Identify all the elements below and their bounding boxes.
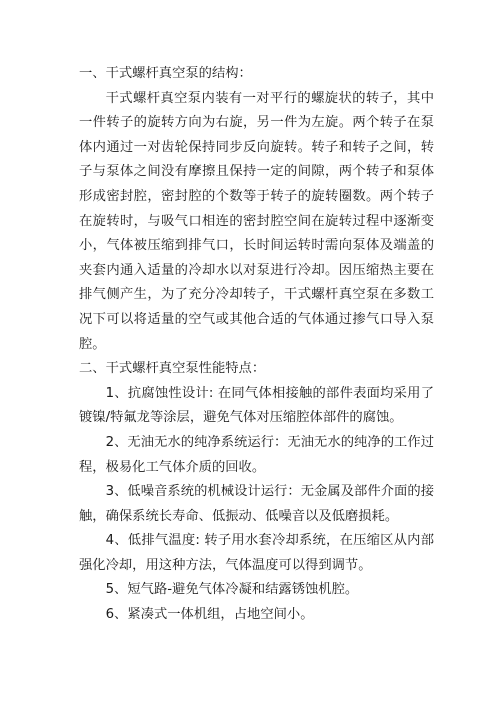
section-heading-structure: 一、干式螺杆真空泵的结构：: [79, 66, 252, 81]
document-body: [79, 62, 434, 628]
feature-item-oil-free: 2、无油无水的纯净系统运行：无油无水的纯净的工作过程，极易化工气体介质的回收。: [79, 434, 434, 475]
section-heading-features: 二、干式螺杆真空泵性能特点：: [79, 361, 266, 377]
feature-item-corrosion: 1、抗腐蚀性设计: 在同气体相接触的部件表面均采用了镀镍/特氟龙等涂层，避免气体对压缩腔体部件的腐蚀。: [79, 385, 434, 426]
feature-item-compact-unit: 6、紧凑式一体机组，占地空间小。: [105, 607, 314, 623]
feature-item-exhaust-temperature: 4、低排气温度: 转子用水套冷却系统，在压缩区从内部强化冷却，用这种方法，气体温度可以得到调节。: [79, 533, 434, 573]
structure-paragraph: 干式螺杆真空泵内装有一对平行的螺旋状的转子，其中一件转子的旋转方向为右旋，另一件为左旋。两个转子在泵体内通过一对齿轮保持同步反向旋转。转子和转子之间，转子与泵体之间没有摩擦且保持一定的间隙，两个转子和泵体形成密封腔，密封腔的个数等于转子的旋转圈数。两个转子在旋转时，与吸气口相连的密封腔空间在旋转过程中逐渐变小，气体被压缩到排气口，长时间运转时需向泵体及端盖的夹套内通入适量的冷却水以对泵进行冷却。因压缩热主要在排气侧产生，为了充分冷却转子，干式螺杆真空泵在多数工况下可以将适量的空气或其他合适的气体通过掺气口导入泵腔。: [79, 90, 434, 352]
feature-item-low-noise: 3、低噪音系统的机械设计运行：无金属及部件介面的接触，确保系统长寿命、低振动、低噪音以及低磨损耗。: [79, 484, 434, 524]
feature-item-short-gas-path: 5、短气路-避免气体冷凝和结露锈蚀机腔。: [105, 582, 359, 598]
